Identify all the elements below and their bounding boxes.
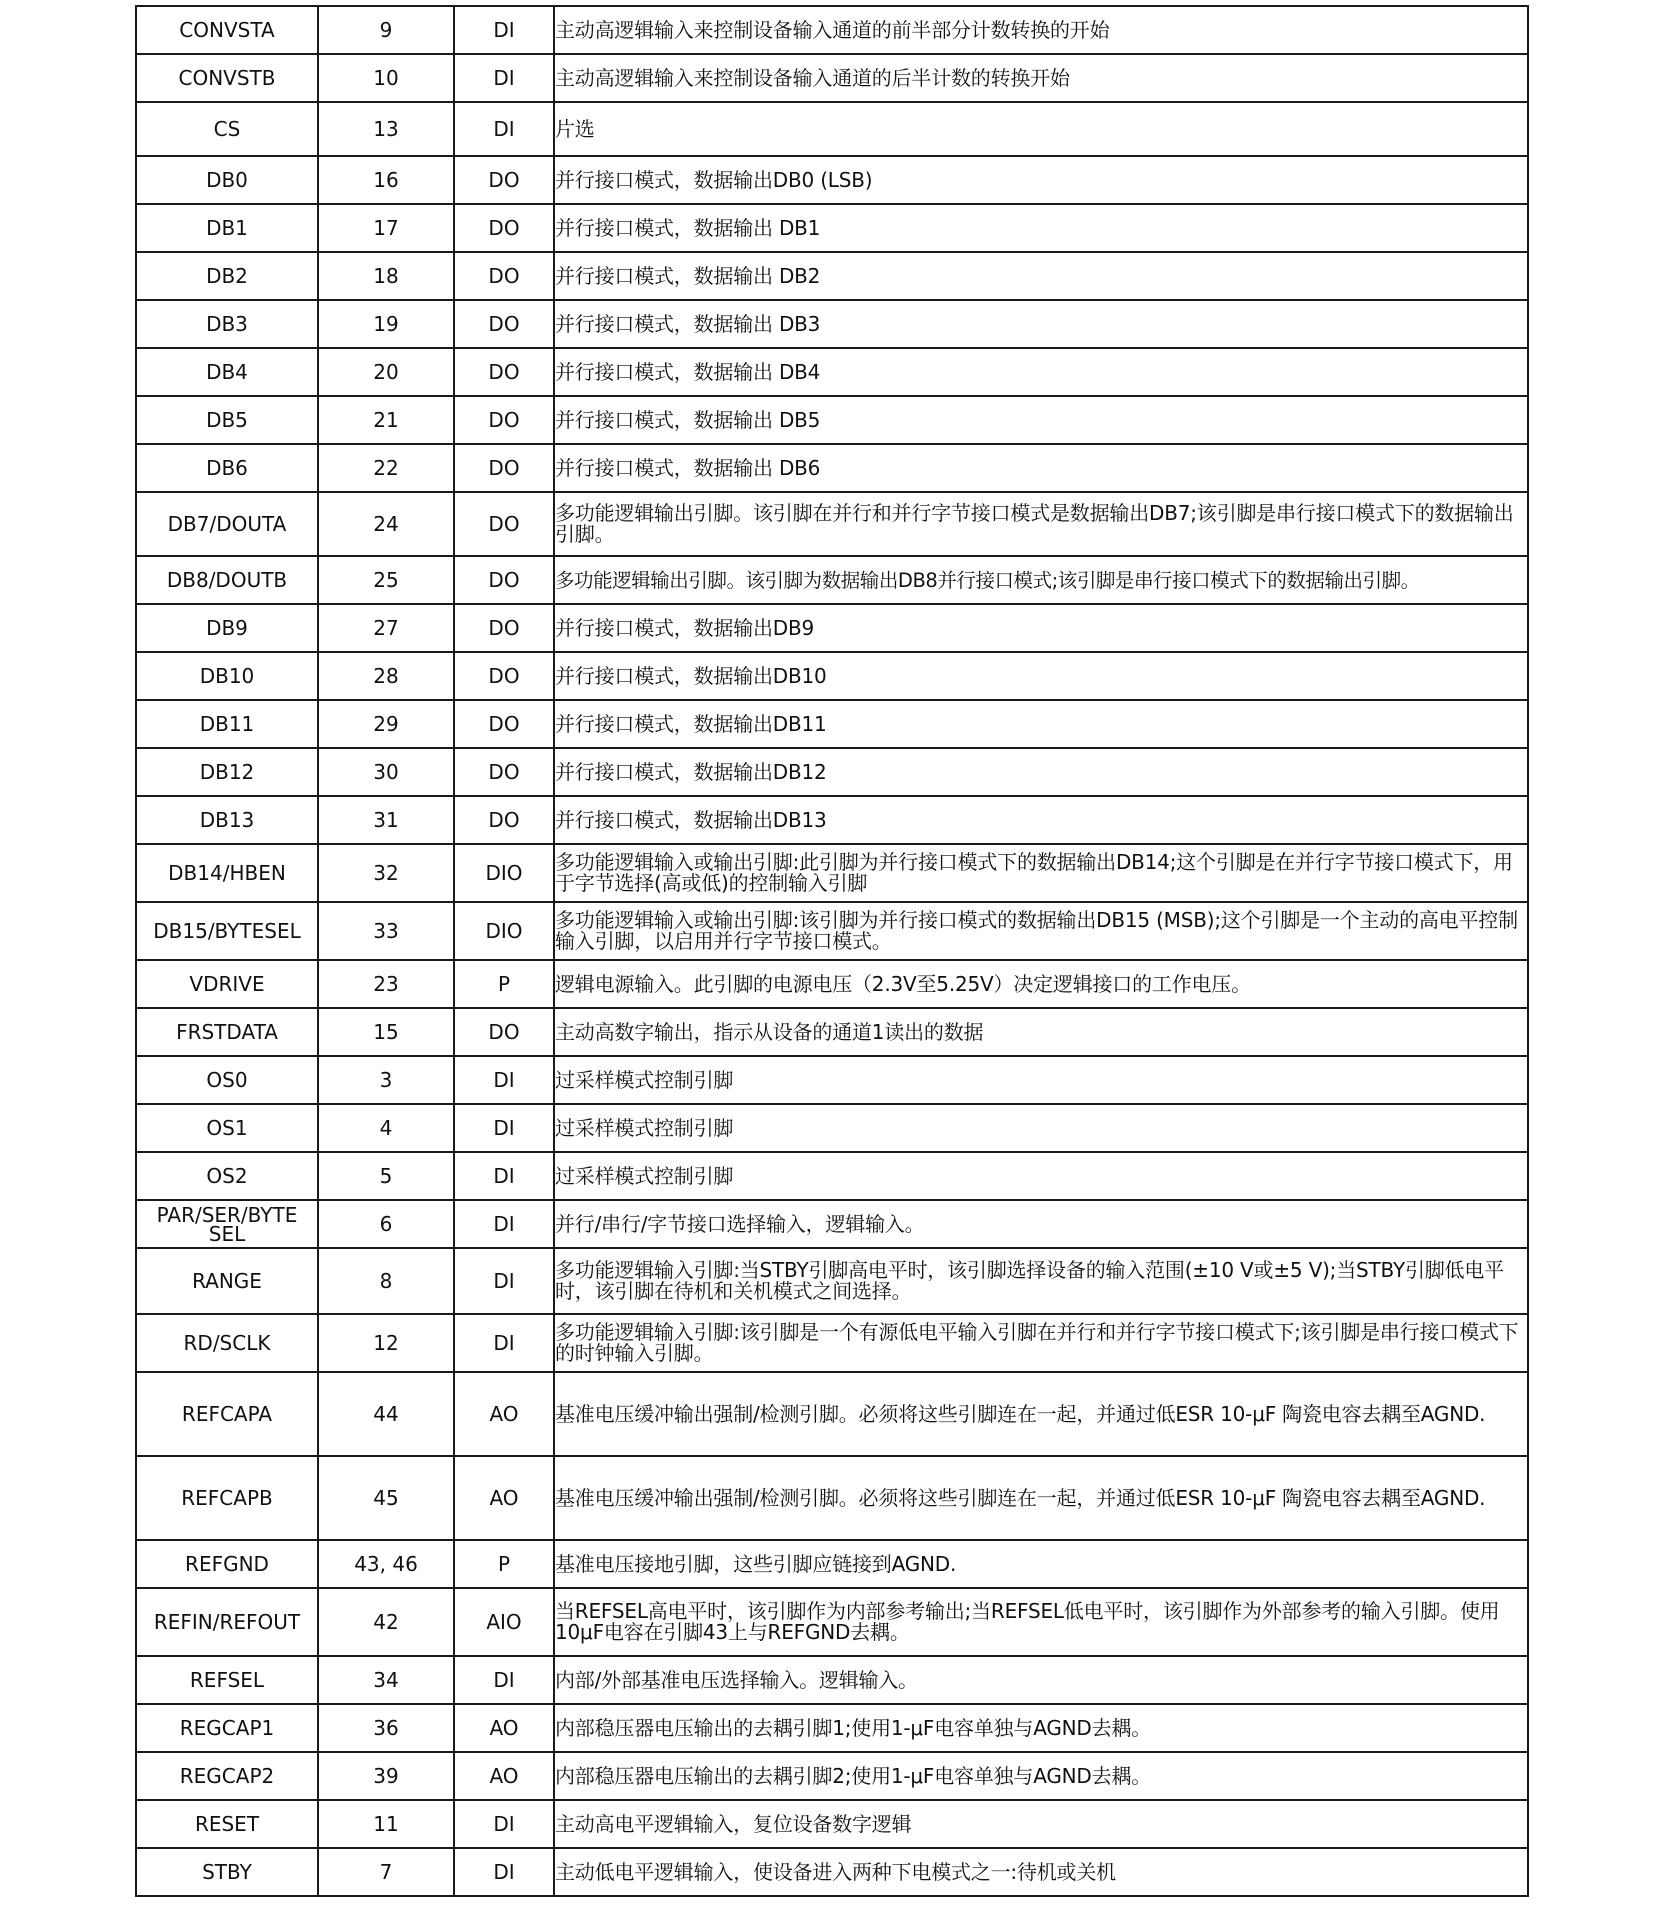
pin-name-cell: REFIN/REFOUT [136,1588,318,1656]
pin-description-page [135,5,1527,1897]
pin-name-cell: DB2 [136,252,318,300]
table-row [136,1056,1528,1104]
pin-name-cell: PAR/SER/BYTE SEL [136,1200,318,1248]
pin-type-cell: DO [454,652,554,700]
table-row [136,1152,1528,1200]
pin-name-cell: DB0 [136,156,318,204]
pin-name-cell: DB3 [136,300,318,348]
table-row [136,604,1528,652]
pin-number-cell: 7 [318,1848,454,1896]
pin-number-cell: 32 [318,844,454,902]
table-row [136,1704,1528,1752]
pin-description-cell: 并行接口模式，数据输出 DB6 [554,444,1528,492]
table-row [136,1104,1528,1152]
table-row [136,1540,1528,1588]
pin-number-cell: 30 [318,748,454,796]
pin-description-cell: 内部/外部基准电压选择输入。逻辑输入。 [554,1656,1528,1704]
pin-description-cell: 并行/串行/字节接口选择输入，逻辑输入。 [554,1200,1528,1248]
pin-description-cell: 并行接口模式，数据输出 DB5 [554,396,1528,444]
table-row [136,6,1528,54]
table-row [136,204,1528,252]
pin-number-cell: 36 [318,1704,454,1752]
pin-number-cell: 22 [318,444,454,492]
pin-description-cell: 基准电压缓冲输出强制/检测引脚。必须将这些引脚连在一起，并通过低ESR 10-μF 陶瓷电容去耦至AGND. [554,1456,1528,1540]
pin-number-cell: 6 [318,1200,454,1248]
pin-type-cell: P [454,1540,554,1588]
pin-type-cell: DO [454,444,554,492]
pin-type-cell: DIO [454,902,554,960]
pin-number-cell: 29 [318,700,454,748]
pin-description-cell: 多功能逻辑输入引脚:该引脚是一个有源低电平输入引脚在并行和并行字节接口模式下;该引脚是串行接口模式下的时钟输入引脚。 [554,1314,1528,1372]
pin-type-cell: DO [454,1008,554,1056]
pin-description-cell: 并行接口模式，数据输出DB12 [554,748,1528,796]
pin-number-cell: 5 [318,1152,454,1200]
pin-number-cell: 4 [318,1104,454,1152]
pin-name-cell: REFSEL [136,1656,318,1704]
pin-name-cell: VDRIVE [136,960,318,1008]
table-row [136,348,1528,396]
pin-description-cell: 过采样模式控制引脚 [554,1152,1528,1200]
pin-name-cell: RD/SCLK [136,1314,318,1372]
pin-number-cell: 25 [318,556,454,604]
pin-description-cell: 主动高电平逻辑输入，复位设备数字逻辑 [554,1800,1528,1848]
pin-name-cell: REFCAPA [136,1372,318,1456]
pin-type-cell: DI [454,102,554,156]
pin-number-cell: 16 [318,156,454,204]
pin-number-cell: 20 [318,348,454,396]
pin-number-cell: 31 [318,796,454,844]
pin-description-cell: 过采样模式控制引脚 [554,1104,1528,1152]
pin-type-cell: DI [454,1848,554,1896]
pin-description-cell: 多功能逻辑输入或输出引脚:此引脚为并行接口模式下的数据输出DB14;这个引脚是在并行字节接口模式下，用于字节选择(高或低)的控制输入引脚 [554,844,1528,902]
pin-number-cell: 3 [318,1056,454,1104]
pin-description-cell: 主动高逻辑输入来控制设备输入通道的后半计数的转换开始 [554,54,1528,102]
pin-description-cell: 并行接口模式，数据输出DB9 [554,604,1528,652]
table-row [136,1200,1528,1248]
pin-type-cell: DI [454,1056,554,1104]
pin-type-cell: DO [454,156,554,204]
pin-type-cell: DO [454,796,554,844]
pin-number-cell: 24 [318,492,454,556]
table-row [136,700,1528,748]
pin-description-cell: 并行接口模式，数据输出DB13 [554,796,1528,844]
pin-description-cell: 多功能逻辑输出引脚。该引脚为数据输出DB8并行接口模式;该引脚是串行接口模式下的数据输出引脚。 [554,556,1528,604]
pin-number-cell: 44 [318,1372,454,1456]
pin-type-cell: DO [454,492,554,556]
table-row [136,652,1528,700]
table-row [136,844,1528,902]
table-row [136,902,1528,960]
pin-type-cell: AO [454,1456,554,1540]
pin-number-cell: 8 [318,1248,454,1314]
pin-description-cell: 内部稳压器电压输出的去耦引脚2;使用1-μF电容单独与AGND去耦。 [554,1752,1528,1800]
pin-number-cell: 11 [318,1800,454,1848]
pin-type-cell: DO [454,700,554,748]
pin-name-cell: OS1 [136,1104,318,1152]
pin-description-cell: 并行接口模式，数据输出DB0 (LSB) [554,156,1528,204]
pin-type-cell: DO [454,604,554,652]
pin-type-cell: DI [454,1104,554,1152]
table-row [136,1752,1528,1800]
pin-type-cell: DI [454,1656,554,1704]
pin-description-cell: 逻辑电源输入。此引脚的电源电压（2.3V至5.25V）决定逻辑接口的工作电压。 [554,960,1528,1008]
pin-table [135,5,1529,1897]
pin-description-cell: 过采样模式控制引脚 [554,1056,1528,1104]
pin-name-cell: DB8/DOUTB [136,556,318,604]
pin-number-cell: 17 [318,204,454,252]
pin-name-cell: DB10 [136,652,318,700]
pin-name-cell: DB1 [136,204,318,252]
pin-description-cell: 并行接口模式，数据输出 DB3 [554,300,1528,348]
pin-description-cell: 并行接口模式，数据输出 DB1 [554,204,1528,252]
pin-type-cell: DO [454,396,554,444]
table-row [136,1372,1528,1456]
pin-name-cell: FRSTDATA [136,1008,318,1056]
table-row [136,300,1528,348]
pin-name-cell: REFGND [136,1540,318,1588]
pin-name-cell: DB14/HBEN [136,844,318,902]
pin-name-cell: REGCAP1 [136,1704,318,1752]
pin-type-cell: DIO [454,844,554,902]
pin-number-cell: 19 [318,300,454,348]
pin-type-cell: DI [454,6,554,54]
pin-description-cell: 主动高逻辑输入来控制设备输入通道的前半部分计数转换的开始 [554,6,1528,54]
pin-description-cell: 并行接口模式，数据输出DB11 [554,700,1528,748]
pin-name-cell: DB11 [136,700,318,748]
table-row [136,444,1528,492]
pin-type-cell: DO [454,748,554,796]
pin-type-cell: AO [454,1752,554,1800]
pin-number-cell: 9 [318,6,454,54]
pin-number-cell: 43, 46 [318,1540,454,1588]
pin-name-cell: DB12 [136,748,318,796]
table-row [136,1588,1528,1656]
pin-number-cell: 28 [318,652,454,700]
pin-type-cell: DI [454,1314,554,1372]
pin-name-cell: RESET [136,1800,318,1848]
table-row [136,1314,1528,1372]
pin-name-cell: OS2 [136,1152,318,1200]
table-row [136,1848,1528,1896]
table-row [136,102,1528,156]
pin-description-cell: 并行接口模式，数据输出 DB4 [554,348,1528,396]
pin-name-cell: DB13 [136,796,318,844]
pin-description-cell: 基准电压接地引脚，这些引脚应链接到AGND. [554,1540,1528,1588]
pin-description-cell: 片选 [554,102,1528,156]
pin-name-cell: REGCAP2 [136,1752,318,1800]
table-row [136,252,1528,300]
pin-name-cell: CS [136,102,318,156]
pin-number-cell: 18 [318,252,454,300]
pin-description-cell: 并行接口模式，数据输出DB10 [554,652,1528,700]
pin-description-cell: 主动高数字输出，指示从设备的通道1读出的数据 [554,1008,1528,1056]
table-row [136,748,1528,796]
pin-type-cell: DO [454,300,554,348]
table-row [136,796,1528,844]
pin-name-cell: OS0 [136,1056,318,1104]
pin-name-cell: CONVSTB [136,54,318,102]
pin-description-cell: 当REFSEL高电平时，该引脚作为内部参考输出;当REFSEL低电平时，该引脚作为外部参考的输入引脚。使用10μF电容在引脚43上与REFGND去耦。 [554,1588,1528,1656]
pin-description-cell: 主动低电平逻辑输入，使设备进入两种下电模式之一:待机或关机 [554,1848,1528,1896]
table-row [136,1248,1528,1314]
pin-type-cell: AO [454,1704,554,1752]
pin-type-cell: AO [454,1372,554,1456]
pin-number-cell: 39 [318,1752,454,1800]
pin-number-cell: 13 [318,102,454,156]
pin-description-cell: 多功能逻辑输出引脚。该引脚在并行和并行字节接口模式是数据输出DB7;该引脚是串行接口模式下的数据输出引脚。 [554,492,1528,556]
pin-type-cell: AIO [454,1588,554,1656]
pin-name-cell: RANGE [136,1248,318,1314]
pin-type-cell: DI [454,1200,554,1248]
pin-name-cell: REFCAPB [136,1456,318,1540]
table-row [136,1008,1528,1056]
table-row [136,1456,1528,1540]
pin-number-cell: 10 [318,54,454,102]
pin-type-cell: DI [454,1248,554,1314]
pin-name-cell: DB15/BYTESEL [136,902,318,960]
pin-number-cell: 23 [318,960,454,1008]
pin-number-cell: 34 [318,1656,454,1704]
pin-number-cell: 27 [318,604,454,652]
pin-type-cell: DO [454,348,554,396]
table-row [136,960,1528,1008]
pin-name-cell: STBY [136,1848,318,1896]
pin-number-cell: 21 [318,396,454,444]
pin-description-cell: 并行接口模式，数据输出 DB2 [554,252,1528,300]
pin-name-cell: DB4 [136,348,318,396]
pin-description-cell: 多功能逻辑输入或输出引脚:该引脚为并行接口模式的数据输出DB15 (MSB);这个引脚是一个主动的高电平控制输入引脚，以启用并行字节接口模式。 [554,902,1528,960]
pin-name-cell: DB6 [136,444,318,492]
pin-type-cell: DO [454,204,554,252]
table-row [136,54,1528,102]
table-row [136,1656,1528,1704]
pin-type-cell: DI [454,1800,554,1848]
pin-name-cell: DB7/DOUTA [136,492,318,556]
table-row [136,492,1528,556]
pin-number-cell: 42 [318,1588,454,1656]
table-row [136,1800,1528,1848]
pin-number-cell: 12 [318,1314,454,1372]
pin-type-cell: DO [454,252,554,300]
pin-number-cell: 45 [318,1456,454,1540]
pin-type-cell: DI [454,1152,554,1200]
pin-type-cell: DO [454,556,554,604]
pin-description-cell: 内部稳压器电压输出的去耦引脚1;使用1-μF电容单独与AGND去耦。 [554,1704,1528,1752]
table-row [136,156,1528,204]
table-row [136,556,1528,604]
table-row [136,396,1528,444]
pin-description-cell: 基准电压缓冲输出强制/检测引脚。必须将这些引脚连在一起，并通过低ESR 10-μF 陶瓷电容去耦至AGND. [554,1372,1528,1456]
pin-type-cell: P [454,960,554,1008]
pin-number-cell: 15 [318,1008,454,1056]
pin-name-cell: CONVSTA [136,6,318,54]
pin-number-cell: 33 [318,902,454,960]
pin-name-cell: DB5 [136,396,318,444]
pin-description-cell: 多功能逻辑输入引脚:当STBY引脚高电平时，该引脚选择设备的输入范围(±10 V或±5 V);当STBY引脚低电平时，该引脚在待机和关机模式之间选择。 [554,1248,1528,1314]
pin-type-cell: DI [454,54,554,102]
pin-name-cell: DB9 [136,604,318,652]
